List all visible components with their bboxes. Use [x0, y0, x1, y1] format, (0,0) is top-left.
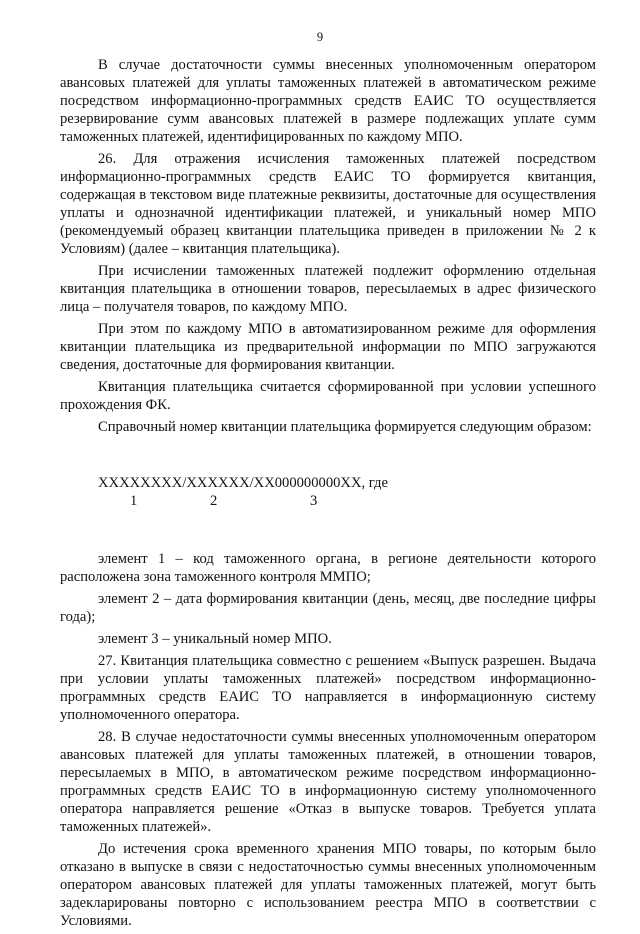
reference-number-format: XXXXXXXX/XXXXXX/XX000000000XX, где [98, 475, 388, 491]
paragraph-redeclaration: До истечения срока временного хранения МПО товары, по которым было отказано в выпуске в связи с недостаточностью суммы внесенных уполномоченным оператором авансовых платежей для уплаты таможенных платежей, могут быть задекларированы повторно с использованием реестра МПО в соответствии с Условиями. [60, 841, 596, 929]
paragraph-reference-number: Справочный номер квитанции плательщика формируется следующим образом: [98, 419, 592, 435]
paragraph-26: 26. Для отражения исчисления таможенных платежей посредством информационно-программных средств ЕАИС ТО формируется квитанция, содержащая в текстовом виде платежные реквизиты, достаточные для осуществления уплаты и однозначной идентификации платежей, и уникальный номер МПО (рекомендуемый образец квитанции плательщика приведен в приложении № 2 к Условиям) (далее – квитанция плательщика). [60, 151, 596, 257]
paragraph-element-1: элемент 1 – код таможенного органа, в регионе деятельности которого расположена зона таможенного контроля ММПО; [60, 551, 596, 585]
paragraph-reservation: В случае достаточности суммы внесенных уполномоченным оператором авансовых платежей для уплаты таможенных платежей в автоматическом режиме посредством информационно-программных средств ЕАИС ТО осуществляется резервирование сумм авансовых платежей в размере подлежащих уплате сумм таможенных платежей, идентифицированных по каждому МПО. [60, 57, 596, 145]
element-index-1: 1 [130, 493, 138, 509]
format-element-indices [130, 492, 596, 510]
document-body [60, 56, 596, 934]
paragraph-separate-receipt: При исчислении таможенных платежей подлежит оформлению отдельная квитанция плательщика в отношении товаров, пересылаемых в адрес физического лица – получателя товаров, по каждому МПО. [60, 263, 596, 315]
paragraph-receipt-formed: Квитанция плательщика считается сформированной при условии успешного прохождения ФК. [60, 379, 596, 413]
paragraph-28: 28. В случае недостаточности суммы внесенных уполномоченным оператором авансовых платежей для уплаты таможенных платежей, в отношении товаров, пересылаемых в МПО, в автоматическом режиме посредством информационно-программных средств ЕАИС ТО в информационную систему уполномоченного оператора направляется решение «Отказ в выпуске товаров. Требуется уплата таможенных платежей». [60, 729, 596, 835]
paragraph-auto-load: При этом по каждому МПО в автоматизированном режиме для оформления квитанции плательщика из предварительной информации по МПО загружаются сведения, достаточные для формирования квитанции. [60, 321, 596, 373]
paragraph-27: 27. Квитанция плательщика совместно с решением «Выпуск разрешен. Выдача при условии уплаты таможенных платежей» посредством информационно-программных средств ЕАИС ТО направляется в информационную систему уполномоченного оператора. [60, 653, 596, 723]
page-number: 9 [316, 30, 324, 44]
paragraph-element-2: элемент 2 – дата формирования квитанции (день, месяц, две последние цифры года); [60, 591, 596, 625]
paragraph-element-3: элемент 3 – уникальный номер МПО. [98, 631, 332, 647]
element-index-2: 2 [210, 493, 218, 509]
element-index-3: 3 [310, 493, 318, 509]
